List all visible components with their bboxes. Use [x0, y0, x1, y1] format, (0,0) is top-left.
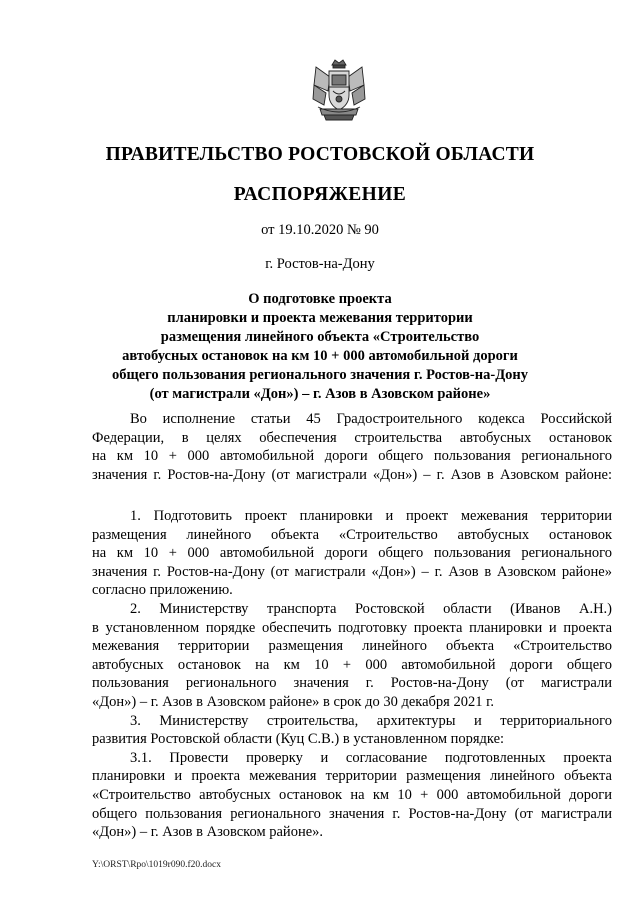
item-2-line: автобусных остановок на км 10 + 000 автомобильной дороги общего: [92, 656, 612, 673]
item-3-1-line: общего пользования регионального значения г. Ростов-на-Дону (от магистрали: [92, 805, 612, 822]
preamble-paragraph: [92, 410, 612, 484]
item-1-line: размещения линейного объекта «Строительство автобусных остановок: [92, 526, 612, 543]
subject-line: планировки и проекта межевания территории: [167, 310, 473, 326]
item-2-line: «Дон») – г. Азов в Азовском районе» в срок до 30 декабря 2021 г.: [92, 693, 495, 710]
item-3-1-line: планировки и проекта межевания территории размещения линейного объекта: [92, 768, 612, 785]
subject-line: О подготовке проекта: [248, 291, 392, 307]
item-2-line: пользования регионального значения г. Ростов-на-Дону (от магистрали: [92, 675, 612, 692]
coat-of-arms-icon: [310, 57, 368, 123]
item-1-line: значения г. Ростов-на-Дону (от магистрали «Дон») – г. Азов в Азовском районе»: [92, 563, 612, 580]
preamble-line: Федерации, в целях обеспечения строительства автобусных остановок: [92, 429, 612, 446]
subject-line: общего пользования регионального значения г. Ростов-на-Дону: [111, 367, 529, 383]
item-2-line: межевания территории размещения линейного объекта «Строительство: [92, 638, 612, 655]
document-type: РАСПОРЯЖЕНИЕ: [233, 184, 407, 205]
preamble-line: значения г. Ростов-на-Дону (от магистрали «Дон») – г. Азов в Азовском районе:: [92, 466, 612, 483]
government-title: ПРАВИТЕЛЬСТВО РОСТОВСКОЙ ОБЛАСТИ: [105, 144, 535, 165]
file-path-footer: Y:\ORST\Rpo\1019r090.f20.docx: [92, 860, 221, 870]
item-2-line: в установленном порядке обеспечить подготовку проекта планировки и проекта: [92, 619, 612, 636]
subject-line: автобусных остановок на км 10 + 000 автомобильной дороги: [122, 348, 518, 364]
item-3-line: 3. Министерству строительства, архитектуры и территориального: [130, 712, 612, 729]
subject-line: (от магистрали «Дон») – г. Азов в Азовском районе»: [149, 386, 491, 402]
item-3-line: развития Ростовской области (Куц С.В.) в установленном порядке:: [92, 731, 505, 748]
item-3-1-line: «Дон») – г. Азов в Азовском районе».: [92, 824, 324, 841]
document-subject: [90, 290, 550, 404]
item-3-1-line: «Строительство автобусных остановок на км 10 + 000 автомобильной дороги: [92, 786, 612, 803]
preamble-line: на км 10 + 000 автомобильной дороги общего пользования регионального: [92, 448, 612, 465]
subject-line: размещения линейного объекта «Строительство: [160, 329, 480, 345]
document-city: г. Ростов-на-Дону: [265, 256, 375, 272]
item-1-line: согласно приложению.: [92, 582, 233, 599]
document-date-number: от 19.10.2020 № 90: [261, 222, 379, 238]
preamble-line: Во исполнение статьи 45 Градостроительного кодекса Российской: [130, 411, 612, 427]
item-1-line: 1. Подготовить проект планировки и проект межевания территории: [130, 508, 612, 524]
item-1-line: на км 10 + 000 автомобильной дороги общего пользования регионального: [92, 545, 612, 562]
item-3-1-line: 3.1. Провести проверку и согласование подготовленных проекта: [130, 749, 612, 766]
numbered-items: [92, 507, 612, 842]
item-2-line: 2. Министерству транспорта Ростовской области (Иванов А.Н.): [130, 600, 612, 617]
